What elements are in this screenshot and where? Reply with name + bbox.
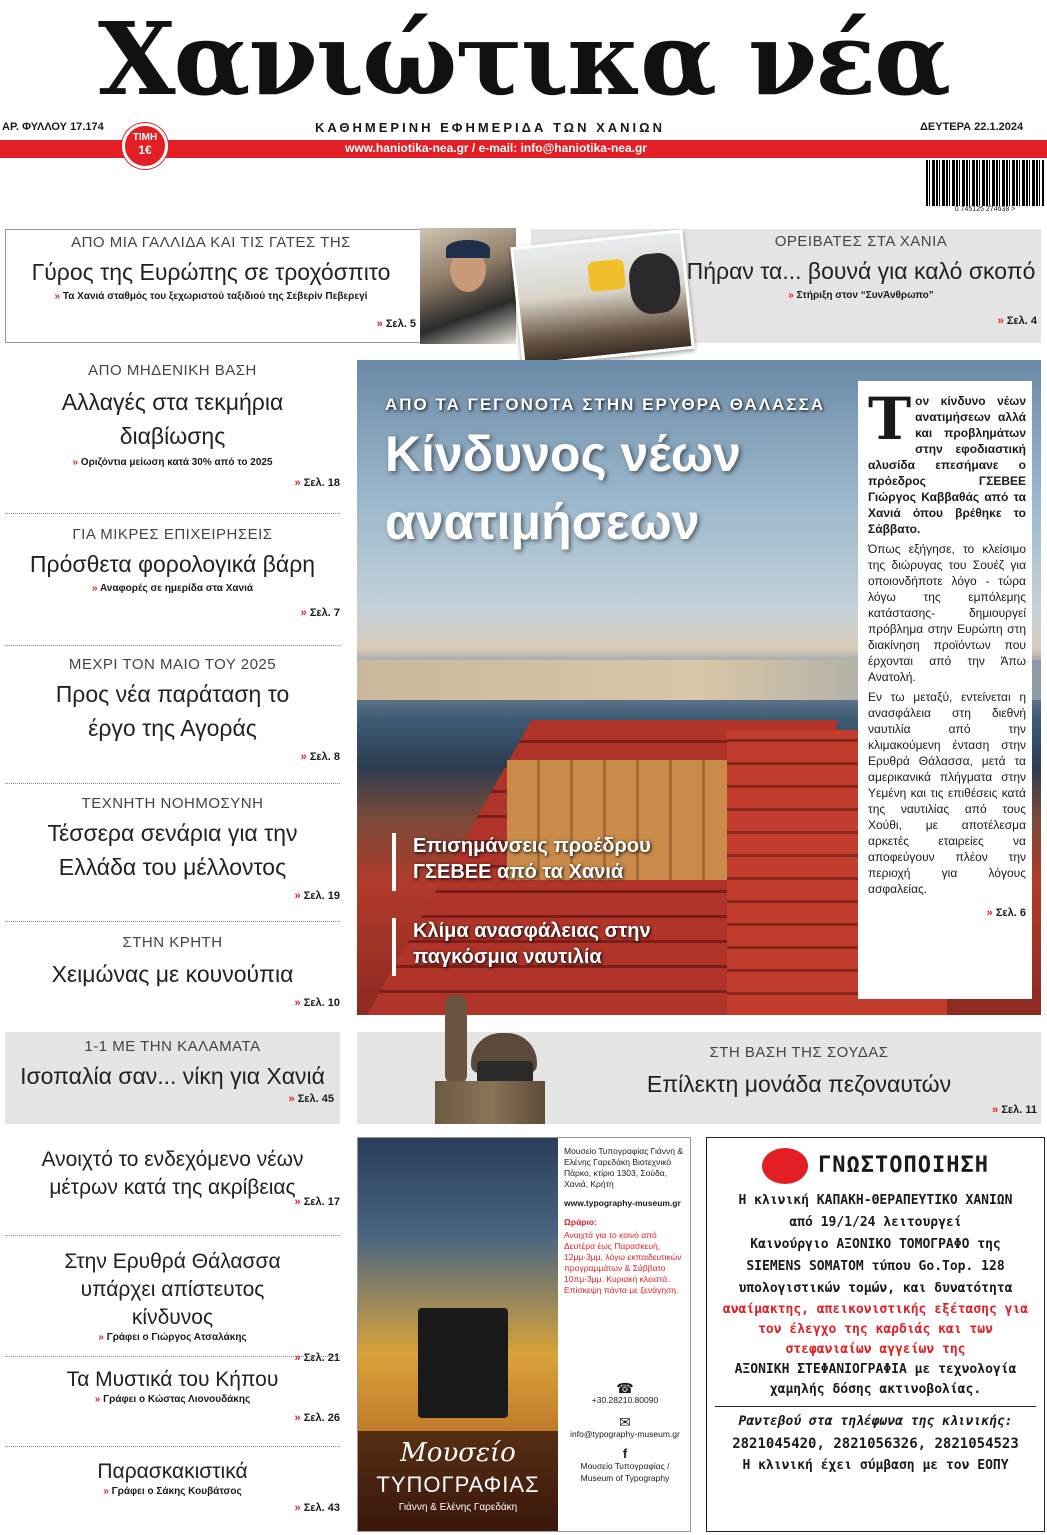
price-value: 1€ <box>138 143 152 157</box>
top-story-2[interactable]: ΟΡΕΙΒΑΤΕΣ ΣΤΑ ΧΑΝΙΑ Πήραν τα... βουνά για καλό σκοπό » Στήριξη στον “ΣυνΆνθρωπο” » Σελ. 4 <box>531 229 1041 343</box>
left-story-1-page: Σελ. 18 <box>303 477 340 489</box>
left-story-4[interactable]: ΤΕΧΝΗΤΗ ΝΟΗΜΟΣΥΝΗ Τέσσερα σενάρια για την Ελλάδα του μέλλοντος » Σελ. 19 <box>5 795 340 902</box>
highlight-bar <box>392 918 396 976</box>
bottom-story-4[interactable]: Παρασκακιστικά » Γράφει ο Σάκης Κουβάτσος » Σελ. 43 <box>5 1458 340 1514</box>
museum-phone[interactable]: +30.28210.80090 <box>591 1395 659 1405</box>
marine-photo <box>405 995 555 1124</box>
divider <box>5 1356 340 1357</box>
top-story-2-desc: Στήριξη στον “ΣυνΆνθρωπο” <box>796 290 934 301</box>
bottom-story-2-headline: Στην Ερυθρά Θάλασσα υπάρχει απίστευτος κίνδυνος <box>64 1250 281 1329</box>
left-story-2-desc: Αναφορές σε ημερίδα στα Χανιά <box>99 583 253 594</box>
left-story-1-headline: Αλλαγές στα τεκμήρια διαβίωσης <box>61 389 284 449</box>
clinic-ad-title: ΓΝΩΣΤΟΠΟΙΗΣΗ <box>818 1153 989 1178</box>
left-story-3-kicker: ΜΕΧΡΙ ΤΟΝ ΜΑΙΟ ΤΟΥ 2025 <box>68 656 277 673</box>
museum-ad[interactable] <box>357 1137 691 1532</box>
top-story-1-desc: Τα Χανιά σταθμός του ξεχωριστού ταξιδιού της Σεβερίν Πεβερεγί <box>62 291 368 302</box>
website-email[interactable]: www.haniotika-nea.gr / e-mail: info@haniotika-nea.gr <box>345 141 647 155</box>
top-story-2-page: Σελ. 4 <box>1006 315 1037 327</box>
left-story-5-kicker: ΣΤΗΝ ΚΡΗΤΗ <box>122 934 223 951</box>
highlight-bar <box>392 833 396 891</box>
phone-icon: ☎ <box>616 1380 634 1396</box>
left-story-2[interactable]: ΓΙΑ ΜΙΚΡΕΣ ΕΠΙΧΕΙΡΗΣΕΙΣ Πρόσθετα φορολογικά βάρη » Αναφορές σε ημερίδα στα Χανιά » Σελ. 7 <box>5 526 340 619</box>
price-badge <box>122 123 168 169</box>
main-story-body-2: Εν τω μεταξύ, εντείνεται η ανασφάλεια στη διεθνή ναυτιλία από την κλιμακούμενη ένταση στην Ερυθρά Θάλασσα, μετά τα αμερικανικά πλήγματα στην Υεμένη και τις επιθέσεις κατά της ναυτιλίας από τους Χούθι, με αποτέλεσμα αρκετές εταιρείες να αποφεύγουν πλέον την περιοχή για λόγους ασφαλείας. <box>868 690 1026 896</box>
bottom-story-3[interactable]: Τα Μυστικά του Κήπου » Γράφει ο Κώστας Λιονουδάκης » Σελ. 26 <box>5 1366 340 1424</box>
left-story-4-headline: Τέσσερα σενάρια για την Ελλάδα του μέλλοντος <box>47 820 298 880</box>
clinic-line2: από 19/1/24 λειτουργεί <box>789 1215 962 1230</box>
divider <box>5 921 340 922</box>
clinic-phones[interactable]: 2821045420, 2821056326, 2821054523 <box>732 1436 1019 1452</box>
bottom-story-2[interactable]: Στην Ερυθρά Θάλασσα υπάρχει απίστευτος κίνδυνος » Γράφει ο Γιώργος Ατσαλάκης » Σελ. 21 <box>5 1248 340 1364</box>
masthead-subtitle: ΚΑΘΗΜΕΡΙΝΗ ΕΦΗΜΕΡΙΔΑ ΤΩΝ ΧΑΝΙΩΝ <box>315 120 665 135</box>
main-story-title[interactable]: Κίνδυνος νέων ανατιμήσεων <box>385 426 741 550</box>
museum-email[interactable]: info@typography-museum.gr <box>570 1429 680 1439</box>
left-story-3-headline: Προς νέα παράταση το έργο της Αγοράς <box>55 681 290 741</box>
sports-story[interactable]: 1-1 ΜΕ ΤΗΝ ΚΑΛΑΜΑΤΑ Ισοπαλία σαν... νίκη για Χανιά » Σελ. 45 <box>5 1032 340 1124</box>
left-story-1-desc: Οριζόντια μείωση κατά 30% από το 2025 <box>80 457 273 468</box>
main-story-page: Σελ. 6 <box>995 907 1026 919</box>
top-story-1[interactable]: ΑΠΟ ΜΙΑ ΓΑΛΛΙΔΑ ΚΑΙ ΤΙΣ ΓΑΤΕΣ ΤΗΣ Γύρος της Ευρώπης σε τροχόσπιτο » Τα Χανιά σταθμός του ξεχωριστού ταξιδιού της Σεβερίν Πεβερεγί » Σελ. 5 <box>5 229 515 343</box>
left-story-2-kicker: ΓΙΑ ΜΙΚΡΕΣ ΕΠΙΧΕΙΡΗΣΕΙΣ <box>72 526 273 543</box>
traveler-photo <box>420 228 516 344</box>
bottom-story-2-desc: Γράφει ο Γιώργος Ατσαλάκης <box>106 1332 247 1343</box>
clinic-logo-icon <box>762 1148 808 1184</box>
divider <box>5 513 340 514</box>
clinic-line7: ΑΞΟΝΙΚΗ ΣΤΕΦΑΝΙΟΓΡΑΦΙΑ με τεχνολογία χαμηλής δόσης ακτινοβολίας. <box>734 1362 1017 1397</box>
barcode-number: 0 745125 274638 > <box>926 206 1044 213</box>
left-story-1-kicker: ΑΠΟ ΜΗΔΕΝΙΚΗ ΒΑΣΗ <box>88 362 257 379</box>
divider <box>5 783 340 784</box>
clinic-line4: SIEMENS SOMATOM τύπου Go.Top. 128 <box>746 1259 1005 1274</box>
bottom-story-1[interactable]: Ανοιχτό το ενδεχόμενο νέων μέτρων κατά της ακρίβειας » Σελ. 17 <box>5 1146 340 1208</box>
divider <box>5 1235 340 1236</box>
sports-headline: Ισοπαλία σαν... νίκη για Χανιά <box>20 1063 325 1089</box>
left-story-3[interactable]: ΜΕΧΡΙ ΤΟΝ ΜΑΙΟ ΤΟΥ 2025 Προς νέα παράταση το έργο της Αγοράς » Σελ. 8 <box>5 656 340 763</box>
issue-date: ΔΕΥΤΕΡΑ 22.1.2024 <box>920 121 1024 133</box>
left-story-2-page: Σελ. 7 <box>309 607 340 619</box>
bottom-story-4-page: Σελ. 43 <box>303 1502 340 1514</box>
left-story-3-page: Σελ. 8 <box>309 751 340 763</box>
bottom-story-3-desc: Γράφει ο Κώστας Λιονουδάκης <box>103 1394 251 1405</box>
sports-page: Σελ. 45 <box>297 1093 334 1105</box>
bottom-story-4-desc: Γράφει ο Σάκης Κουβάτσος <box>111 1486 242 1497</box>
museum-logo-sub: Γιάννη & Ελένης Γαρεδάκη <box>398 1502 518 1513</box>
dropcap: Τ <box>868 385 912 453</box>
mountaineers-photo <box>510 229 695 366</box>
top-story-1-page: Σελ. 5 <box>385 318 416 330</box>
main-story-column: Τ ον κίνδυνο νέων ανατιμήσεων αλλά και προβλημάτων στην εφοδιαστική αλυσίδα επεσήμανε ο πρόεδρος ΓΣΕΒΕΕ Γιώργος Καββαθάς από τα Χανιά όπου βρέθηκε το Σάββατο. Όπως εξήγησε, το κλείσιμο της διώρυγας του Σουέζ για οποιονδήποτε λόγο - τώρα λόγω της εμπόλεμης κατάστασης- δημιουργεί πρόβλημα στην Ευρώπη στη διακίνηση προϊόντων που έρχονται από την Άπω Ανατολή. Εν τω μεταξύ, εντείνεται η ανασφάλεια στη διεθνή ναυτιλία από την κλιμακούμενη ένταση στην Ερυθρά Θάλασσα, μετά τα αμερικανικά πλήγματα στην Υεμένη και τις επιθέσεις κατά της ναυτιλίας από τους Χούθι, με αποτέλεσμα αρκετές εταιρείες να αποφεύγουν πλέον την περιοχή για λόγους ασφαλείας. » Σελ. 6 <box>858 381 1032 999</box>
left-story-5-headline: Χειμώνας με κουνούπια <box>51 961 294 987</box>
clinic-line5: υπολογιστικών τομών, και δυνατότητα <box>738 1281 1013 1296</box>
left-story-2-headline: Πρόσθετα φορολογικά βάρη <box>29 551 316 577</box>
museum-intro: Μουσείο Τυπογραφίας Γιάννη & Ελένης Γαρεδάκη Βιοτεχνικό Πάρκο, κτίριο 1303, Σούδα, Χανιά, Κρήτη <box>564 1146 684 1189</box>
clinic-line3: Καινούργιο ΑΞΟΝΙΚΟ ΤΟΜΟΓΡΑΦΟ της <box>750 1237 1001 1252</box>
souda-page: Σελ. 11 <box>1001 1104 1037 1116</box>
facebook-icon: f <box>622 1446 628 1461</box>
price-label: ΤΙΜΗ <box>132 132 158 143</box>
bottom-story-3-headline: Τα Μυστικά του Κήπου <box>66 1368 279 1391</box>
bottom-story-3-page: Σελ. 26 <box>303 1412 340 1424</box>
top-story-1-headline: Γύρος της Ευρώπης σε τροχόσπιτο <box>31 259 391 285</box>
clinic-line6: αναίμακτης, απεικονιστικής εξέτασης για τον έλεγχο της καρδιάς και των στεφανιαίων αγγείων της <box>722 1302 1029 1357</box>
left-story-4-page: Σελ. 19 <box>303 890 340 902</box>
left-story-5[interactable]: ΣΤΗΝ ΚΡΗΤΗ Χειμώνας με κουνούπια » Σελ. 10 <box>5 934 340 1009</box>
left-story-5-page: Σελ. 10 <box>303 997 340 1009</box>
email-icon: ✉ <box>619 1414 631 1430</box>
clinic-ad[interactable] <box>706 1137 1045 1532</box>
divider <box>5 1446 340 1447</box>
left-story-1[interactable]: ΑΠΟ ΜΗΔΕΝΙΚΗ ΒΑΣΗ Αλλαγές στα τεκμήρια διαβίωσης » Οριζόντια μείωση κατά 30% από το 2025 » Σελ. 18 <box>5 362 340 489</box>
museum-logo-script: Μουσείο <box>400 1438 516 1468</box>
bottom-story-4-headline: Παρασκακιστικά <box>97 1460 248 1483</box>
bottom-story-1-page: Σελ. 17 <box>303 1196 340 1208</box>
museum-web[interactable]: www.typography-museum.gr <box>564 1198 681 1208</box>
clinic-line1: Η κλινική ΚΑΠΑΚΗ-ΘΕΡΑΠΕΥΤΙΚΟ ΧΑΝΙΩΝ <box>738 1193 1013 1208</box>
museum-hours-title: Ωράριο: <box>564 1217 597 1227</box>
top-story-2-kicker: ΟΡΕΙΒΑΤΕΣ ΣΤΑ ΧΑΝΙΑ <box>774 233 948 250</box>
museum-logo-main: ΤΥΠΟΓΡΑΦΙΑΣ <box>376 1472 540 1497</box>
main-highlight-2: Κλίμα ανασφάλειας στην παγκόσμια ναυτιλία <box>413 920 651 968</box>
main-story-lead: ον κίνδυνο νέων ανατιμήσεων αλλά και προβλημάτων στην εφοδιαστική αλυσίδα επεσήμανε ο πρόεδρος ΓΣΕΒΕΕ Γιώργος Καββαθάς από τα Χανιά όπου βρέθηκε το Σάββατο. <box>868 394 1026 536</box>
main-highlight-1: Επισημάνσεις προέδρου ΓΣΕΒΕΕ από τα Χανιά <box>413 835 651 883</box>
sports-kicker: 1-1 ΜΕ ΤΗΝ ΚΑΛΑΜΑΤΑ <box>84 1038 261 1055</box>
barcode <box>926 160 1044 206</box>
main-story-body-1: Όπως εξήγησε, το κλείσιμο της διώρυγας του Σουέζ για οποιονδήποτε λόγο - τώρα λόγω της εμπόλεμης κατάστασης- δημιουργεί πρόβλημα στην Ευρώπη στη διακίνηση προϊόντων που έρχονται από την Άπω Ανατολή. <box>868 542 1026 684</box>
clinic-line9: Η κλινική έχει σύμβαση με τον ΕΟΠΥ <box>742 1458 1009 1473</box>
divider <box>5 645 340 646</box>
souda-story[interactable]: ΣΤΗ ΒΑΣΗ ΤΗΣ ΣΟΥΔΑΣ Επίλεκτη μονάδα πεζοναυτών » Σελ. 11 <box>357 1032 1041 1124</box>
masthead-title: Χανιώτικα νέα <box>97 0 950 118</box>
top-story-2-headline: Πήραν τα... βουνά για καλό σκοπό <box>686 258 1036 284</box>
souda-kicker: ΣΤΗ ΒΑΣΗ ΤΗΣ ΣΟΥΔΑΣ <box>709 1044 889 1061</box>
main-story-kicker: ΑΠΟ ΤΑ ΓΕΓΟΝΟΤΑ ΣΤΗΝ ΕΡΥΘΡΑ ΘΑΛΑΣΣΑ <box>385 395 826 414</box>
bottom-story-1-headline: Ανοιχτό το ενδεχόμενο νέων μέτρων κατά της ακρίβειας <box>41 1148 304 1199</box>
clinic-line8: Ραντεβού στα τηλέφωνα της κλινικής: <box>715 1406 1036 1433</box>
museum-hours: Ανοιχτά για το κοινό από Δευτέρα έως Παρασκευή, 12μμ-3μμ, λόγω εκπαιδευτικών προγραμμάτων & Σάββατο 10πμ-3μμ. Κυριακή κλειστά. Επίσκεψη πάντα με ξενάγηση. <box>564 1230 682 1295</box>
souda-headline: Επίλεκτη μονάδα πεζοναυτών <box>646 1071 952 1097</box>
bottom-story-2-page: Σελ. 21 <box>303 1352 340 1364</box>
museum-fb[interactable]: Μουσείο Τυπογραφίας / Museum of Typography <box>580 1461 670 1483</box>
top-story-1-kicker: ΑΠΟ ΜΙΑ ΓΑΛΛΙΔΑ ΚΑΙ ΤΙΣ ΓΑΤΕΣ ΤΗΣ <box>71 234 351 251</box>
issue-number: ΑΡ. ΦΥΛΛΟΥ 17.174 <box>2 121 104 133</box>
left-story-4-kicker: ΤΕΧΝΗΤΗ ΝΟΗΜΟΣΥΝΗ <box>81 795 264 812</box>
